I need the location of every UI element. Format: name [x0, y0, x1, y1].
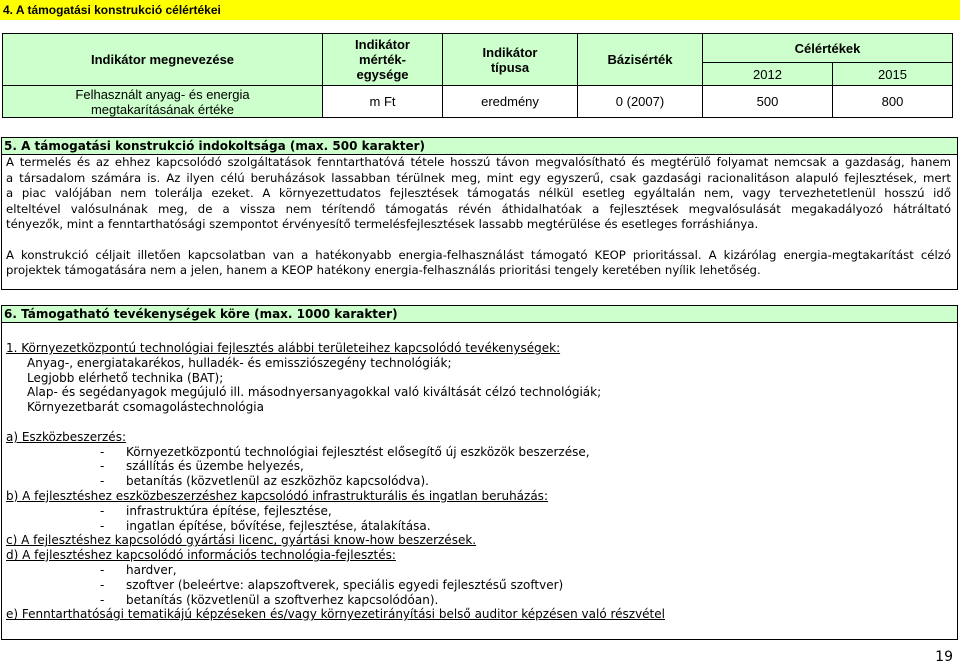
paragraph-line: projektek támogatására nem a jelen, hanem a KEOP hatékony energia-felhasználás prioritási tengely keretében nyílik lehetőség.	[6, 263, 761, 277]
group-heading-e: e) Fenntarthatósági tematikájú képzéseken és/vagy környezetirányítási belső auditor képzésen való részvétel	[6, 607, 665, 622]
target-2015-cell: 800	[833, 86, 953, 118]
group-heading-a: a) Eszközbeszerzés:	[6, 429, 126, 444]
group-item-text: hardver,	[126, 562, 177, 577]
blank-line	[6, 415, 953, 430]
group-heading-c: c) A fejlesztéshez kapcsolódó gyártási licenc, gyártási know-how beszerzések.	[6, 533, 477, 548]
group-item	[6, 504, 953, 519]
group-item-text: betanítás (közvetlenül az eszközhöz kapcsolódva).	[126, 474, 429, 489]
group-item-text: infrastruktúra építése, fejlesztése,	[126, 503, 332, 518]
paragraph-line: tényezők, mint a fenntarthatósági szempontot érvényesítő termelésfejlesztések lassabb megtérülése és esetleges forráshiánya.	[6, 217, 759, 231]
header-unit	[323, 34, 443, 86]
group-item	[6, 578, 953, 593]
paragraph	[6, 155, 951, 233]
group-item-text: szoftver (beleértve: alapszoftverek, speciális egyedi fejlesztésű szoftver)	[126, 577, 564, 592]
target-2012-cell: 500	[703, 86, 833, 118]
section-5-heading: 5. A támogatási konstrukció indokoltsága (max. 500 karakter)	[2, 138, 957, 155]
group-item	[6, 459, 953, 474]
table-header-row	[3, 34, 953, 63]
indicator-name-line: Felhasznált anyag- és energia	[75, 86, 250, 102]
indicator-name-line: megtakarításának értéke	[90, 101, 235, 117]
header-type-line: Indikátor	[482, 44, 538, 60]
header-target-values: Célértékek	[703, 34, 953, 63]
header-unit-line: Indikátor	[355, 37, 410, 52]
group-item	[6, 563, 953, 578]
table-row	[3, 86, 953, 118]
header-base-value: Bázisérték	[578, 34, 703, 86]
dash-bullet: -	[100, 459, 105, 474]
group-item-text: Környezetközpontú technológiai fejlesztést elősegítő új eszközök beszerzése,	[126, 444, 590, 459]
group-item-text: szállítás és üzembe helyezés,	[126, 459, 304, 474]
header-indicator-type	[443, 34, 578, 86]
activity-area-item: Alap- és segédanyagok megújuló ill. másodnyersanyagokkal való kiváltását célzó technológiák;	[27, 385, 602, 400]
indicator-table	[2, 33, 953, 118]
type-cell: eredmény	[443, 86, 578, 118]
unit-cell: m Ft	[323, 86, 443, 118]
section-5-body	[2, 155, 957, 279]
dash-bullet: -	[100, 518, 105, 533]
page-number: 19	[935, 649, 953, 665]
paragraph-line: elteltével valósulnának meg, de a vissza nem térítendő támogatás révén áthidalhatóak a fejlesztések megvalósulását megakadályozó hátráltató	[6, 201, 951, 216]
paragraph-line: a piac valójában nem tolerálja ezeket. A környezettudatos fejlesztések támogatás nélkül esetleg egyáltalán nem, vagy tervezhetetlenül hosszú idő	[6, 186, 951, 200]
paragraph-gap	[6, 233, 951, 248]
paragraph-line: A konstrukció céljait illetően kapcsolatban van a hatékonyabb energia-felhasználást támogató KEOP prioritással. A kizárólag energia-megtakarítást célzó	[6, 247, 951, 262]
section-5	[1, 137, 958, 290]
paragraph-line: A termelés és az ehhez kapcsolódó szolgáltatások fenntarthatóvá tétele hosszú távon megvalósítható és megtérülő folyamat nemcsak a gazdaság, hanem	[6, 155, 951, 169]
paragraph-line: a társadalom számára is. Az ilyen célú beruházások lassabban térülnek meg, mint egy egyszerű, csak gazdasági racionalitáson alapuló fejlesztések, mert	[6, 170, 951, 185]
group-item	[6, 474, 953, 489]
group-heading-b: b) A fejlesztéshez eszközbeszerzéshez kapcsolódó infrastrukturális és ingatlan beruházás:	[6, 488, 548, 503]
section-4-heading: 4. A támogatási konstrukció célértékei	[0, 0, 960, 20]
activity-area-item: Környezetbarát csomagolástechnológia	[27, 400, 264, 415]
paragraph	[6, 248, 951, 279]
dash-bullet: -	[100, 562, 105, 577]
header-unit-line: egysége	[356, 67, 409, 82]
dash-bullet: -	[100, 444, 105, 459]
group-item	[6, 593, 953, 608]
dash-bullet: -	[100, 577, 105, 592]
activity-area-heading: 1. Környezetközpontú technológiai fejlesztés alábbi területeihez kapcsolódó tevékenységek:	[6, 341, 561, 355]
dash-bullet: -	[100, 503, 105, 518]
dash-bullet: -	[100, 592, 105, 607]
header-year-2015: 2015	[833, 63, 953, 86]
section-6-heading: 6. Támogatható tevékenységek köre (max. 1000 karakter)	[2, 306, 957, 323]
indicator-name-cell	[3, 86, 323, 118]
group-item-text: betanítás (közvetlenül a szoftverhez kapcsolódóan).	[126, 592, 439, 607]
group-heading-d: d) A fejlesztéshez kapcsolódó információs technológia-fejlesztés:	[6, 548, 396, 563]
header-indicator-name: Indikátor megnevezése	[3, 34, 323, 86]
group-item	[6, 519, 953, 534]
group-item-text: ingatlan építése, bővítése, fejlesztése, átalakítása.	[126, 518, 431, 533]
section-6	[1, 305, 958, 640]
header-unit-line: mérték-	[359, 52, 406, 67]
header-year-2012: 2012	[703, 63, 833, 86]
dash-bullet: -	[100, 474, 105, 489]
activity-area-item: Legjobb elérhető technika (BAT);	[27, 370, 224, 385]
section-6-body	[2, 323, 957, 622]
group-item	[6, 445, 953, 460]
header-type-line: típusa	[490, 59, 530, 75]
activity-area-item: Anyag-, energiatakarékos, hulladék- és emissziószegény technológiák;	[27, 355, 452, 370]
base-value-cell: 0 (2007)	[578, 86, 703, 118]
